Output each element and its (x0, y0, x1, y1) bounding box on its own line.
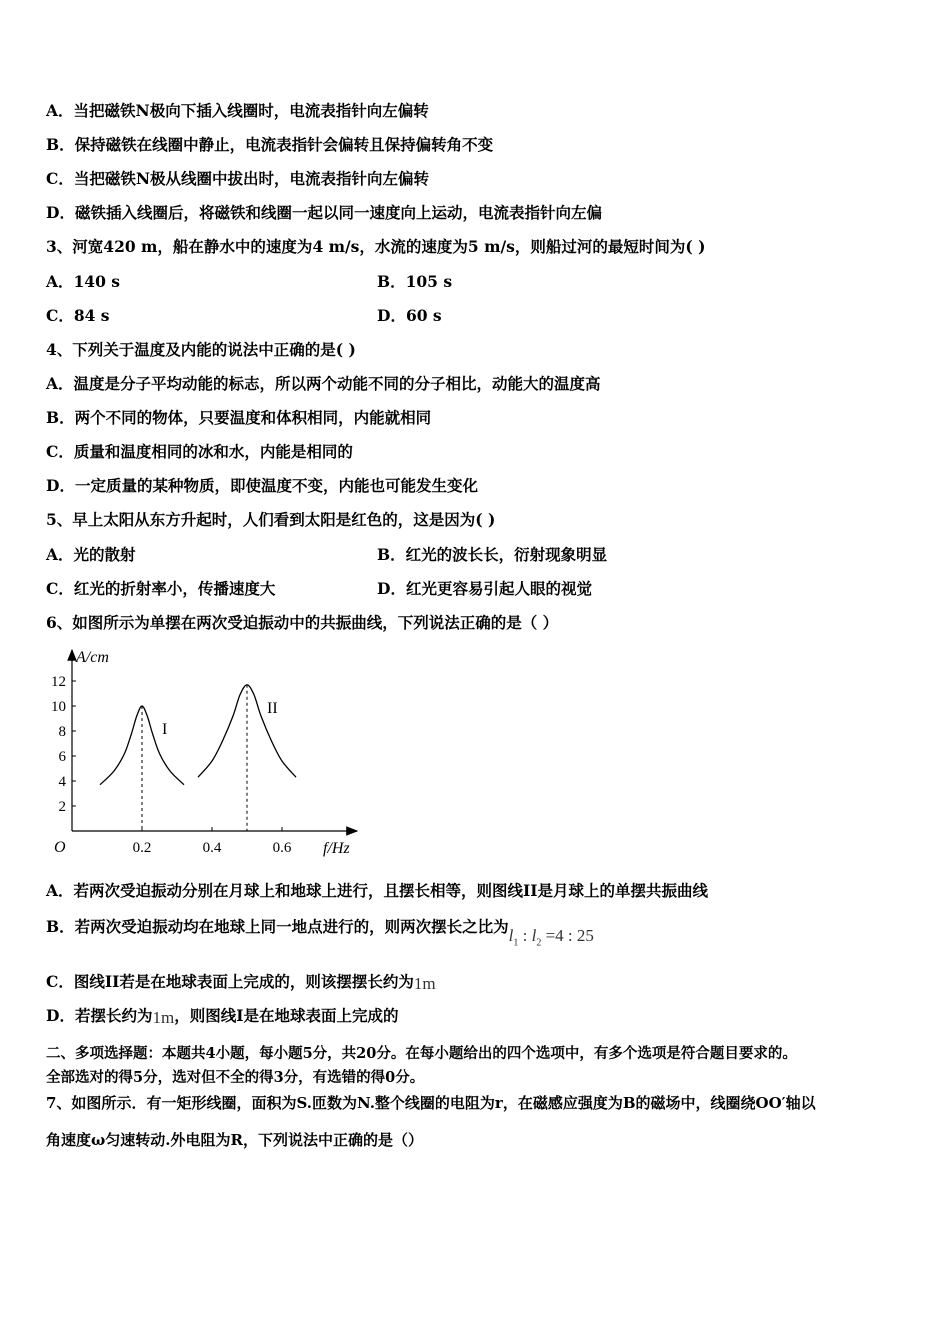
q2-option-b: B．保持磁铁在线圈中静止，电流表指针会偏转且保持偏转角不变 (46, 135, 494, 154)
q6-option-c (46, 972, 436, 992)
q6-stem: 6、如图所示为单摆在两次受迫振动中的共振曲线，下列说法正确的是（ ） (46, 613, 559, 632)
q3-stem: 3、河宽420 m，船在静水中的速度为4 m/s，水流的速度为5 m/s，则船过河的最短时间为( ) (46, 237, 706, 256)
q7-line1: 7、如图所示．有一矩形线圈，面积为S.匝数为N.整个线圈的电阻为r，在磁感应强度为B的磁场中，线圈绕OO′轴以 (46, 1094, 816, 1112)
q4-option-a: A．温度是分子平均动能的标志，所以两个动能不同的分子相比，动能大的温度高 (46, 374, 601, 393)
resonance-chart (40, 642, 370, 862)
q2-option-d: D．磁铁插入线圈后，将磁铁和线圈一起以同一速度向上运动，电流表指针向左偏 (46, 203, 602, 222)
section2-line1: 二、多项选择题：本题共4小题，每小题5分，共20分。在每小题给出的四个选项中，有多个选项是符合题目要求的。 (46, 1045, 797, 1062)
y-tick-label: 6 (58, 749, 66, 765)
y-tick-label: 12 (51, 674, 66, 690)
q5-option-a: A．光的散射 (46, 545, 136, 564)
pendulum-length-ratio: $l_1$ : $l_2 =4$ : 25 (508, 926, 594, 949)
section2-line2: 全部选对的得5分，选对但不全的得3分，有选错的得0分。 (46, 1069, 425, 1086)
q6-option-d-pre: D．若摆长约为 (46, 1006, 153, 1025)
q6-option-d-post: ，则图线I是在地球表面上完成的 (174, 1006, 399, 1025)
q5-option-d: D．红光更容易引起人眼的视觉 (377, 579, 592, 598)
length-1m-d: 1m (152, 1008, 175, 1027)
y-axis-label: A/cm (76, 649, 109, 666)
length-1m-c: 1m (413, 974, 436, 993)
x-axis-label: f/Hz (323, 840, 350, 857)
q6-option-b-text: B．若两次受迫振动均在地球上同一地点进行的，则两次摆长之比为 (46, 917, 509, 936)
q4-option-c: C．质量和温度相同的冰和水，内能是相同的 (46, 442, 353, 461)
q6-option-a: A．若两次受迫振动分别在月球上和地球上进行，且摆长相等，则图线II是月球上的单摆共振曲线 (46, 881, 709, 900)
q3-option-c: C．84 s (46, 306, 110, 325)
q5-option-b: B．红光的波长长，衍射现象明显 (377, 545, 608, 564)
curve-label-II: II (267, 699, 278, 717)
y-tick-label: 8 (58, 724, 66, 740)
q6-option-c-text: C．图线II若是在地球表面上完成的，则该摆摆长约为 (46, 972, 414, 991)
q5-stem: 5、早上太阳从东方升起时，人们看到太阳是红色的，这是因为( ) (46, 510, 496, 529)
q5-option-c: C．红光的折射率小，传播速度大 (46, 579, 276, 598)
q6-option-d (46, 1006, 398, 1026)
y-tick-label: 10 (51, 699, 66, 715)
q2-option-a: A．当把磁铁N极向下插入线圈时，电流表指针向左偏转 (46, 101, 429, 120)
q3-option-b: B．105 s (377, 272, 453, 291)
q4-stem: 4、下列关于温度及内能的说法中正确的是( ) (46, 340, 356, 359)
x-tick-label: 0.2 (132, 840, 152, 856)
x-tick-label: 0.4 (202, 840, 222, 856)
origin-label: O (54, 839, 66, 856)
q4-option-b: B．两个不同的物体，只要温度和体积相同，内能就相同 (46, 408, 432, 427)
q2-option-c: C．当把磁铁N极从线圈中拔出时，电流表指针向左偏转 (46, 169, 430, 188)
q7-line2: 角速度ω匀速转动.外电阻为R，下列说法中正确的是（） (46, 1131, 423, 1149)
q3-option-a: A．140 s (46, 272, 121, 291)
x-tick-label: 0.6 (272, 840, 292, 856)
q6-option-b (46, 917, 594, 949)
y-tick-label: 4 (58, 774, 66, 790)
q3-option-d: D．60 s (377, 306, 442, 325)
curve-label-I: I (162, 721, 168, 738)
y-tick-label: 2 (58, 799, 66, 815)
q4-option-d: D．一定质量的某种物质，即使温度不变，内能也可能发生变化 (46, 476, 478, 495)
